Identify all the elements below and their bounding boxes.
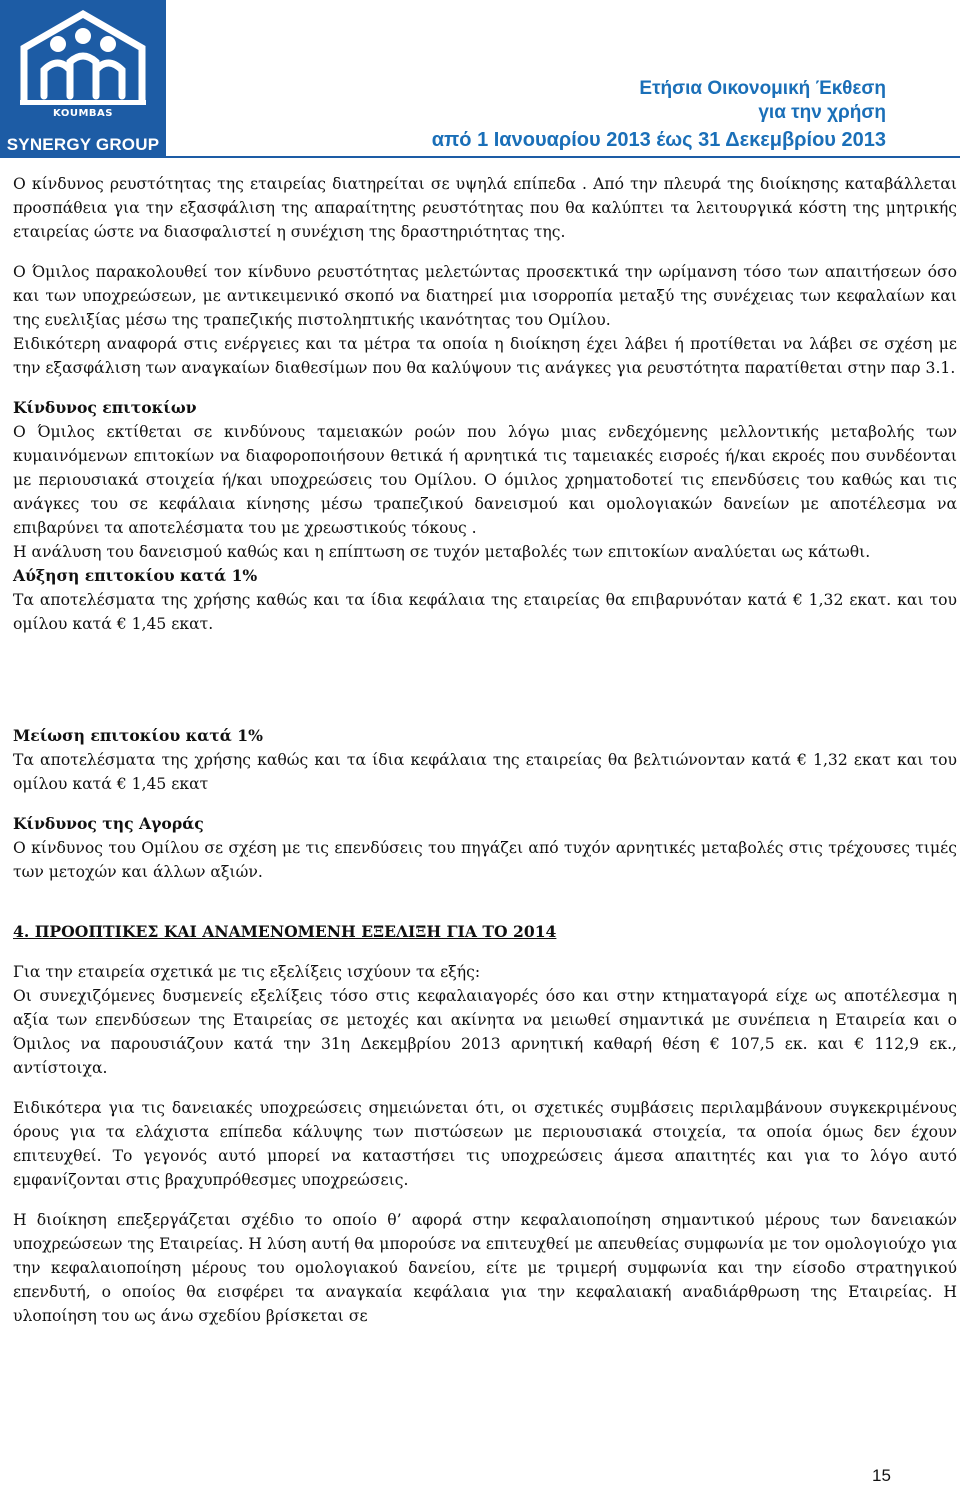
header-divider <box>166 156 960 158</box>
logo-group-text: SYNERGY GROUP <box>6 135 160 154</box>
section-heading-market-risk: Κίνδυνος της Αγοράς <box>13 814 204 833</box>
company-logo <box>0 0 166 158</box>
logo-brand-text: KOUMBAS <box>53 108 113 119</box>
section-heading-interest-risk: Κίνδυνος επιτοκίων <box>13 398 197 417</box>
paragraph: Ειδικότερη αναφορά στις ενέργειες και τα μέτρα τα οποία η διοίκηση έχει λάβει ή προτίθεται να λάβει σε σχέση με την εξασφάλιση των αναγκαίων διαθεσίμων που θα καλύψουν τις ανάγκες για ρευστότητα παρατίθεται στην παρ 3.1. <box>13 335 957 377</box>
report-subtitle: για την χρήση <box>758 102 886 123</box>
page-number: 15 <box>872 1466 891 1485</box>
paragraph: Οι συνεχιζόμενες δυσμενείς εξελίξεις τόσο στις κεφαλαιαγορές όσο και στην κτηματαγορά είχε ως αποτέλεσμα η αξία των επενδύσεων της Εταιρείας σε μετοχές και ακίνητα να μειωθεί σημαντικά με συνέπεια η Εταιρεία και ο Όμιλος να παρουσιάζουν κατά την 31η Δεκεμβρίου 2013 αρνητική καθαρή θέση € 107,5 εκ. και € 112,9 εκ., αντίστοιχα. <box>13 987 957 1077</box>
paragraph: Η ανάλυση του δανεισμού καθώς και η επίπτωση σε τυχόν μεταβολές των επιτοκίων αναλύεται ως κάτωθι. <box>13 543 871 561</box>
document-body <box>13 172 957 1328</box>
page-header <box>0 0 960 158</box>
report-period: από 1 Ιανουαρίου 2013 έως 31 Δεκεμβρίου 2013 <box>431 129 886 151</box>
report-title: Ετήσια Οικονομική Έκθεση <box>639 78 886 99</box>
paragraph: Η διοίκηση επεξεργάζεται σχέδιο το οποίο θ’ αφορά στην κεφαλαιοποίηση σημαντικού μέρους των δανειακών υποχρεώσεων της Εταιρείας. Η λύση αυτή θα μπορούσε να επιτευχθεί με απευθείας συμφωνία με τον ομολογιούχο για την κεφαλαιοποίηση μέρους του ομολογιακού δανείου, είτε με τριμερή συμφωνία και την είσοδο στρατηγικού επενδυτή, ο οποίος θα εισφέρει τα αναγκαία κεφάλαια για την κεφαλαιακή αναδιάρθρωση της Εταιρείας. Η υλοποίηση του ως άνω σχεδίου βρίσκεται σε <box>13 1211 957 1325</box>
paragraph: Ο Όμιλος παρακολουθεί τον κίνδυνο ρευστότητας μελετώντας προσεκτικά την ωρίμανση τόσο των απαιτήσεων όσο και των υποχρεώσεων, με αντικειμενικό σκοπό να διατηρεί μια ισορροπία μεταξύ της συνέχειας των κεφαλαίων και της ευελιξίας μέσω της τραπεζικής πιστοληπτικής ικανότητας του Ομίλου. <box>13 263 957 329</box>
paragraph: Τα αποτελέσματα της χρήσης καθώς και τα ίδια κεφάλαια της εταιρείας θα επιβαρυνόταν κατά € 1,32 εκατ. και του ομίλου κατά € 1,45 εκατ. <box>13 591 957 633</box>
paragraph: Ο κίνδυνος ρευστότητας της εταιρείας διατηρείται σε υψηλά επίπεδα . Από την πλευρά της διοίκησης καταβάλλεται προσπάθεια για την εξασφάλιση της απαραίτητης ρευστότητας που θα καλύπτει τα λειτουργικά κόστη της μητρικής εταιρείας ώστε να διασφαλιστεί η συνέχιση της δραστηριότητας της. <box>13 175 957 241</box>
subheading-rate-increase: Αύξηση επιτοκίου κατά 1% <box>13 566 258 585</box>
paragraph: Ο κίνδυνος του Ομίλου σε σχέση με τις επενδύσεις του πηγάζει από τυχόν αρνητικές μεταβολές στις τρέχουσες τιμές των μετοχών και άλλων αξιών. <box>13 839 957 881</box>
paragraph: Για την εταιρεία σχετικά με τις εξελίξεις ισχύουν τα εξής: <box>13 963 481 981</box>
section-heading-outlook-2014: 4. ΠΡΟΟΠΤΙΚΕΣ ΚΑΙ ΑΝΑΜΕΝΟΜΕΝΗ ΕΞΕΛΙΞΗ ΓΙΑ ΤΟ 2014 <box>13 922 557 941</box>
paragraph: Ο Όμιλος εκτίθεται σε κινδύνους ταμειακών ροών που λόγω μιας ενδεχόμενης μελλοντικής μεταβολής των κυμαινόμενων επιτοκίων να διαφοροποιήσουν θετικά ή αρνητικά τις ταμειακές εισροές ή/και εκροές που συνδέονται με περιουσιακά στοιχεία ή/και υποχρεώσεις του Ομίλου. Ο όμιλος χρηματοδοτεί τις επενδύσεις του καθώς και τις ανάγκες του σε κεφάλαια κίνησης μέσω τραπεζικού δανεισμού και ομολογιακών δανείων με αποτέλεσμα να επιβαρύνει τα αποτελέσματα του με χρεωστικούς τόκους . <box>13 423 957 537</box>
paragraph: Τα αποτελέσματα της χρήσης καθώς και τα ίδια κεφάλαια της εταιρείας θα βελτιώνονταν κατά € 1,32 εκατ και του ομίλου κατά € 1,45 εκατ <box>13 751 957 793</box>
subheading-rate-decrease: Μείωση επιτοκίου κατά 1% <box>13 726 263 745</box>
paragraph: Ειδικότερα για τις δανειακές υποχρεώσεις σημειώνεται ότι, οι σχετικές συμβάσεις περιλαμβάνουν συγκεκριμένους όρους για τα ελάχιστα επίπεδα κάλυψης των πιστώσεων με περιουσιακά στοιχεία, τα οποία όμως δεν έχουν επιτευχθεί. Το γεγονός αυτό μπορεί να καταστήσει τις υποχρεώσεις άμεσα απαιτητές και για το λόγο αυτό εμφανίζονται στις βραχυπρόθεσμες υποχρεώσεις. <box>13 1099 957 1189</box>
